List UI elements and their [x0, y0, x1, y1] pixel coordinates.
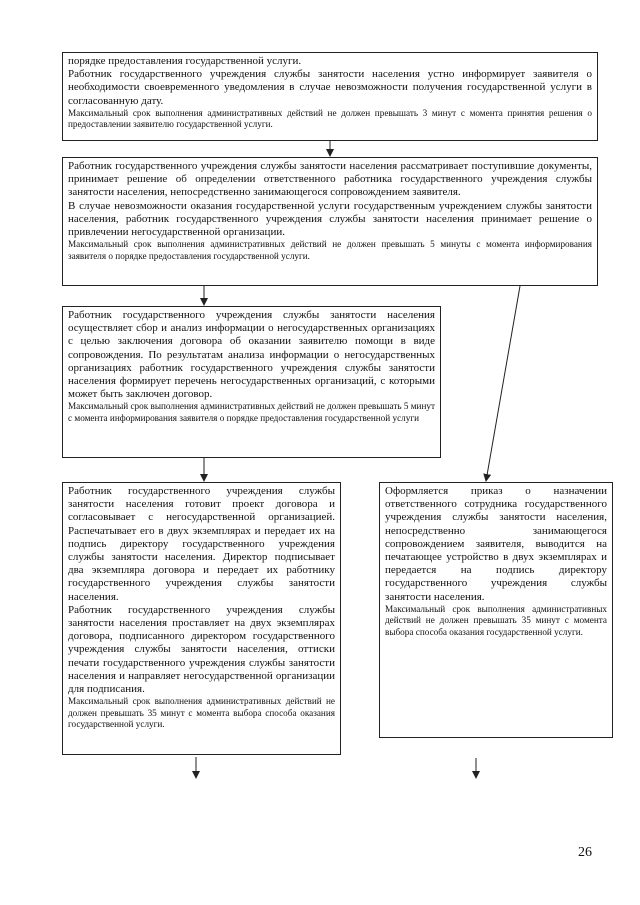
box4-text-1: Работник государственного учреждения службы занятости населения готовит проект договора и согласовывает с негосударственной организацией. Распечатывает его в двух экземплярах и передает их на подпись директору государственного учреждения службы занятости населения. Директор подписывает два экземпляра договора и передает их работнику государственного учреждения службы занятости населения.: [68, 485, 335, 603]
arrow-box2-to-box5: [486, 286, 520, 481]
box1-text-1: порядке предоставления государственной услуги.: [68, 55, 302, 67]
box2-text-1: Работник государственного учреждения службы занятости населения рассматривает поступившие документы, принимает решение об определении ответственного работника государственного учреждения службы занятости населения, непосредственно занимающегося сопровождением заявителя.: [68, 160, 592, 199]
box1-deadline: Максимальный срок выполнения административных действий не должен превышать 3 минут с момента принятия решения о предоставлении заявителю государственной услуги.: [68, 107, 592, 130]
box3-deadline: Максимальный срок выполнения административных действий не должен превышать 5 минут с момента информирования заявителя о порядке предоставления государственной услуги: [68, 401, 435, 423]
box5-deadline: Максимальный срок выполнения административных действий не должен превышать 35 минут с момента выбора способа оказания государственной услуги.: [385, 603, 607, 637]
box4-text-2: Работник государственного учреждения службы занятости населения проставляет на двух экземплярах договора, подписанного директором государственного учреждения службы занятости населения, оттиски печати государственного учреждения службы занятости населения и направляет негосударственной организации для подписания.: [68, 603, 335, 696]
box1-text-2: Работник государственного учреждения службы занятости населения устно информирует заявителя о необходимости своевременного уведомления в случае невозможности получения государственной услуги в согласованную дату.: [68, 68, 592, 107]
page-number: 26: [578, 845, 592, 860]
box4-deadline: Максимальный срок выполнения административных действий не должен превышать 35 минут с момента выбора способа оказания государственной услуги.: [68, 696, 335, 730]
box2-text-2: В случае невозможности оказания государственной услуги государственным учреждением службы занятости населения, работник государственного учреждения службы занятости населения принимает решение о привлечении негосударственной организации.: [68, 199, 592, 239]
box3-text-1: Работник государственного учреждения службы занятости населения осуществляет сбор и анализ информации о негосударственных организациях с целью заключения договора об оказании заявителю помощи в виде сопровождения. По результатам анализа информации о негосударственных организациях работник государственного учреждения службы занятости населения формирует перечень негосударственных организаций, с которыми может быть заключен договор.: [68, 309, 435, 401]
box2-deadline: Максимальный срок выполнения административных действий не должен превышать 5 минуты с момента информирования заявителя о порядке предоставления государственной услуги.: [68, 239, 592, 261]
box5-text-1: Оформляется приказ о назначении ответственного сотрудника государственного учреждения службы занятости населения, непосредственно занимающегося сопровождением заявителя, выводится на печатающее устройство в двух экземплярах и передается на подпись директору государственного учреждения службы занятости населения.: [385, 485, 607, 603]
